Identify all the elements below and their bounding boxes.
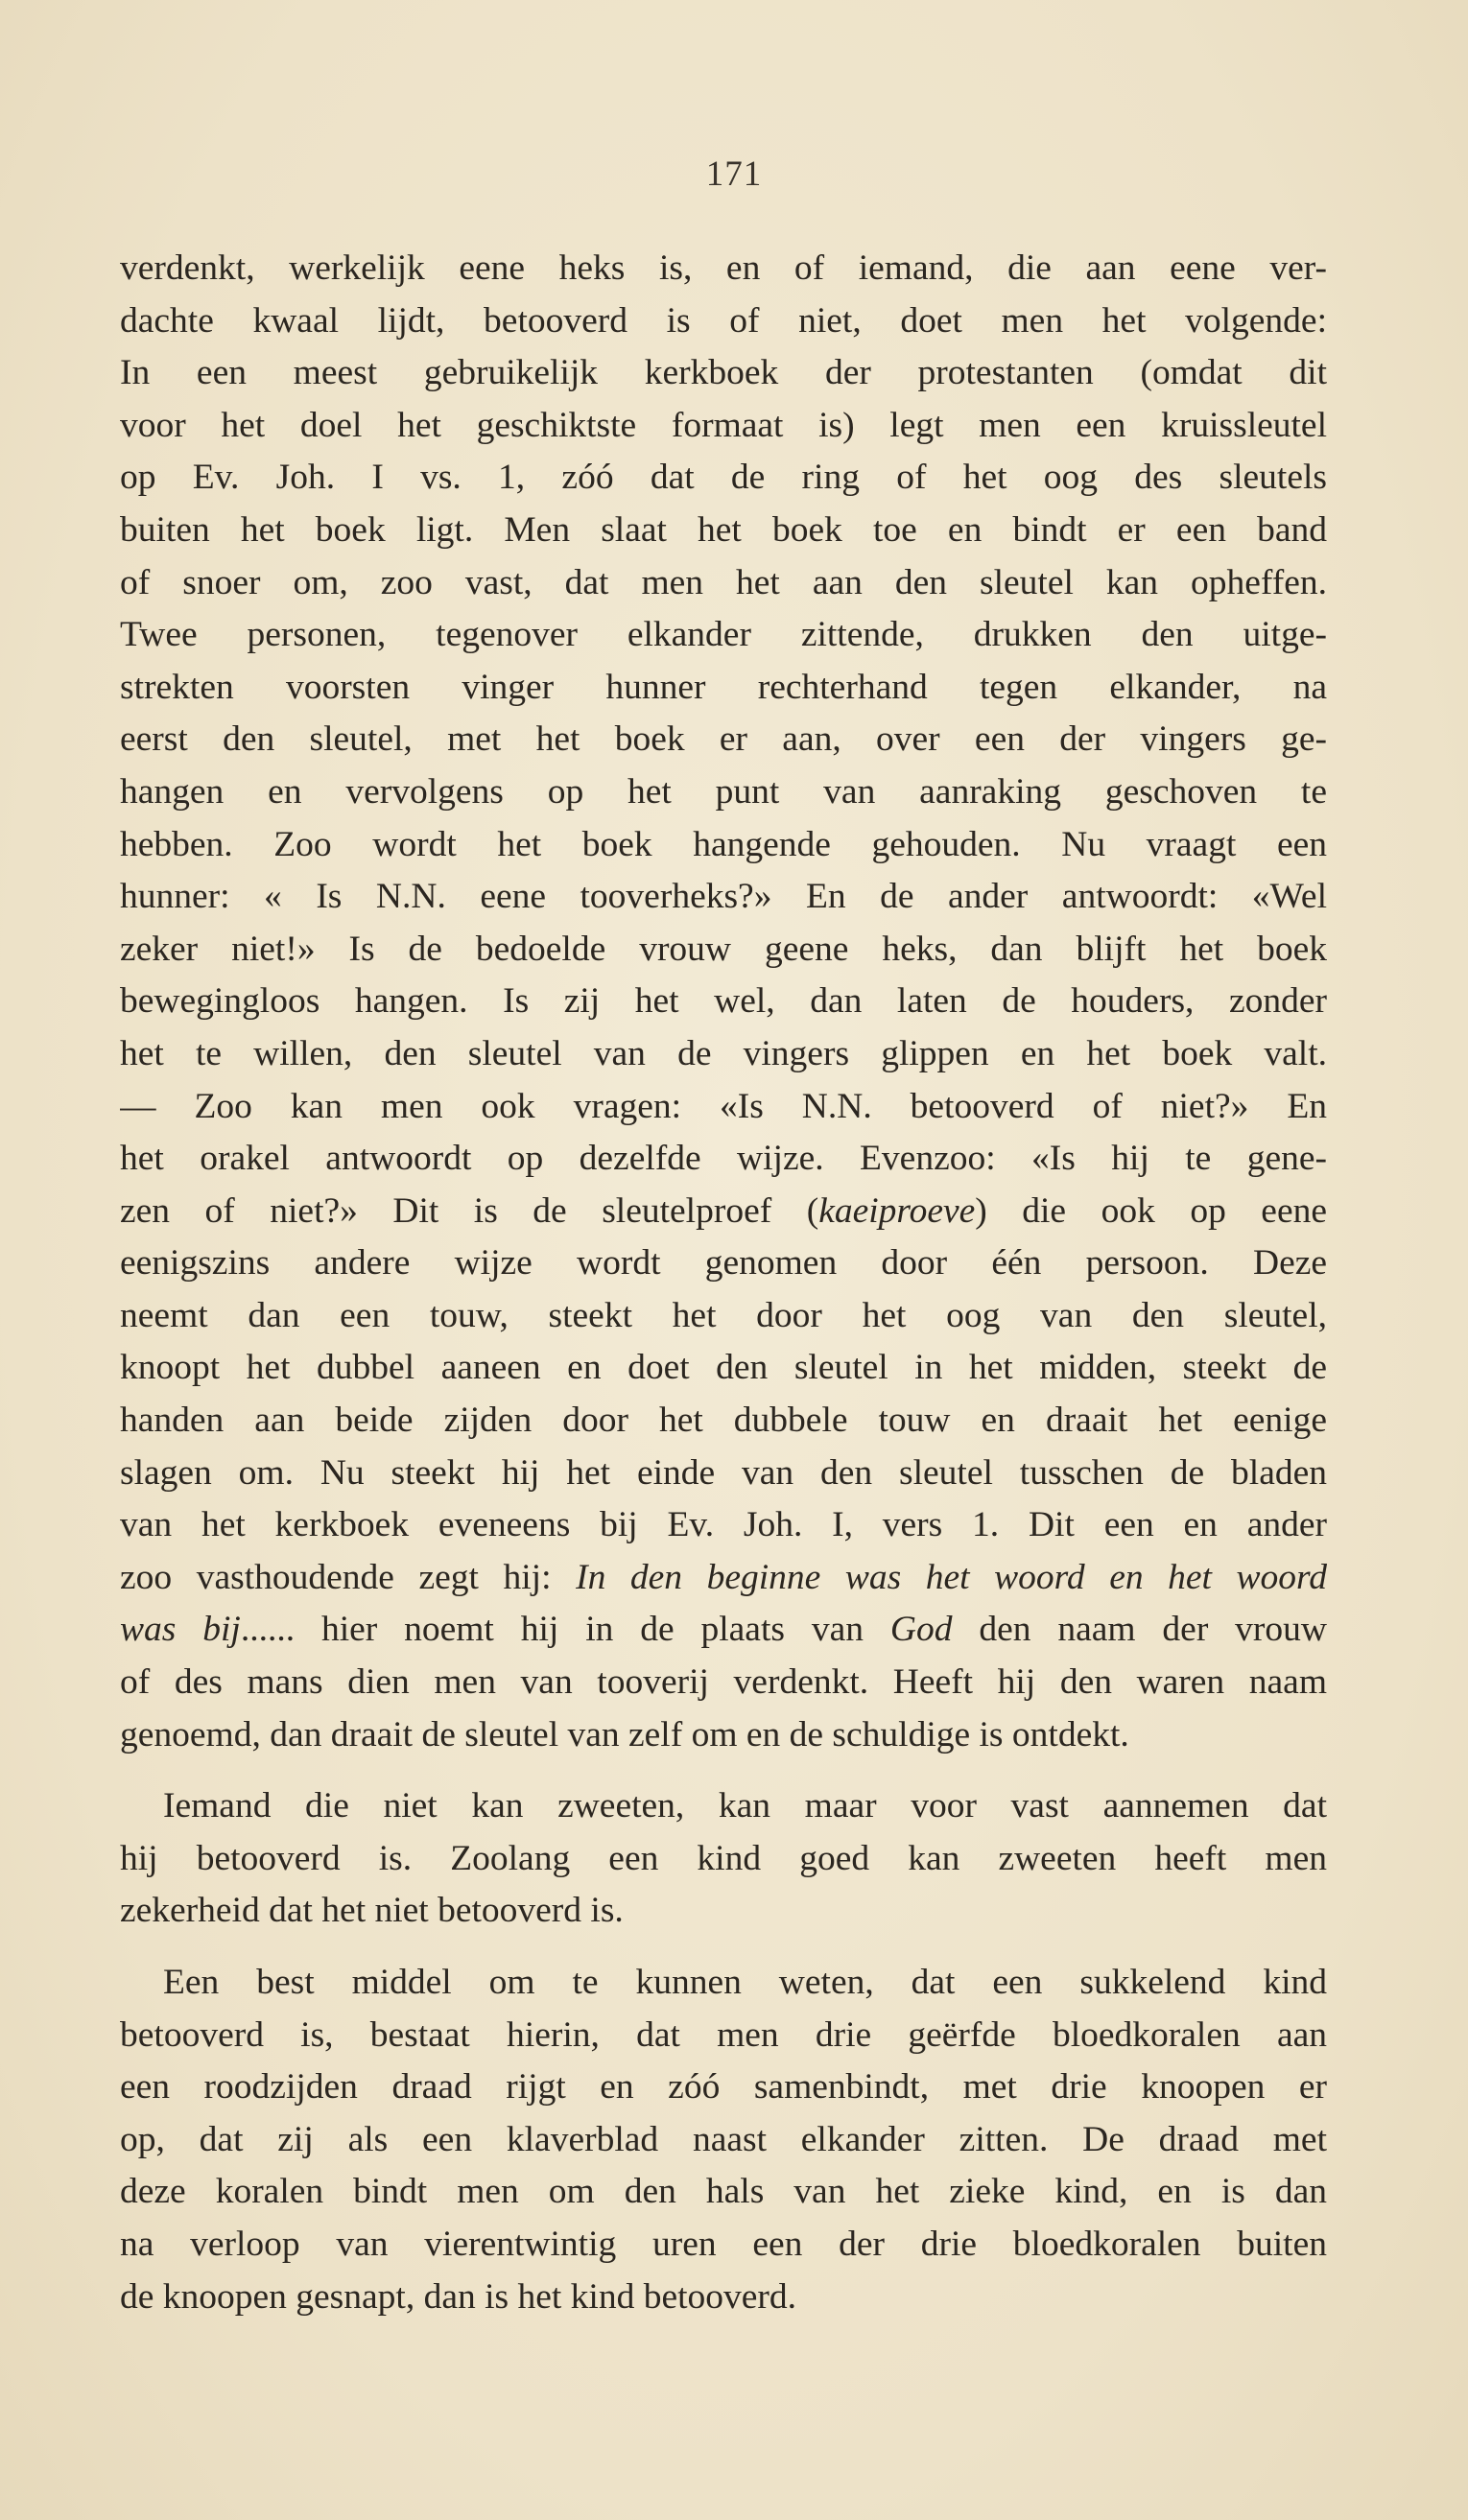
text-line: hebben. Zoo wordt het boek hangende gehouden. Nu vraagt een [120, 824, 1327, 864]
text-line: of des mans dien men van tooverij verdenkt. Heeft hij den waren naam [120, 1662, 1327, 1703]
text-line: handen aan beide zijden door het dubbele touw en draait het eenige [120, 1401, 1327, 1441]
text-line: knoopt het dubbel aaneen en doet den sleutel in het midden, steekt de [120, 1348, 1327, 1388]
text-line: slagen om. Nu steekt hij het einde van den sleutel tusschen de bladen [120, 1452, 1327, 1493]
text-line: voor het doel het geschiktste formaat is) legt men een kruissleutel [120, 405, 1327, 445]
italic-text: kaeiproeve [818, 1190, 976, 1231]
text-line: Een best middel om te kunnen weten, dat een sukkelend kind [163, 1963, 1327, 2002]
text-line: na verloop van vierentwintig uren een der drie bloedkoralen buiten [120, 2224, 1327, 2264]
text-line: deze koralen bindt men om den hals van het zieke kind, en is dan [120, 2172, 1327, 2212]
page-number: 171 [705, 154, 763, 194]
text-line [120, 1186, 1327, 1238]
paragraph [120, 1780, 1327, 1938]
text-line: hangen en vervolgens op het punt van aanraking geschoven te [120, 771, 1327, 812]
text-line: — Zoo kan men ook vragen: «Is N.N. betooverd of niet?» En [120, 1086, 1327, 1126]
italic-text: In den beginne was het woord en het woord [576, 1557, 1327, 1597]
text-line: hij betooverd is. Zoolang een kind goed kan zweeten heeft men [120, 1838, 1327, 1878]
text-line: van het kerkboek eveneens bij Ev. Joh. I, vers 1. Dit een en ander [120, 1505, 1327, 1545]
text-line: In een meest gebruikelijk kerkboek der protestanten (omdat dit [120, 353, 1327, 393]
text-line: eerst den sleutel, met het boek er aan, over een der vingers ge- [120, 719, 1327, 760]
text-line: een roodzijden draad rijgt en zóó samenbindt, met drie knoopen er [120, 2067, 1327, 2108]
text-line: Iemand die niet kan zweeten, kan maar voor vast aannemen dat [163, 1786, 1327, 1826]
text-line [120, 1604, 1327, 1657]
text-line: op, dat zij als een klaverblad naast elkander zitten. De draad met [120, 2119, 1327, 2159]
text-line: betooverd is, bestaat hierin, dat men drie geërfde bloedkoralen aan [120, 2014, 1327, 2055]
text-line: het orakel antwoordt op dezelfde wijze. Evenzoo: «Is hij te gene- [120, 1139, 1327, 1179]
text-line: zekerheid dat het niet betooverd is. [120, 1891, 624, 1931]
text-line: strekten voorsten vinger hunner rechterhand tegen elkander, na [120, 667, 1327, 707]
text-line: buiten het boek ligt. Men slaat het boek toe en bindt er een band [120, 509, 1327, 550]
text-fragment: den naam der vrouw [952, 1610, 1327, 1650]
text-line: zeker niet!» Is de bedoelde vrouw geene heks, dan blijft het boek [120, 929, 1327, 969]
text-line: genoemd, dan draait de sleutel van zelf om en de schuldige is ontdekt. [120, 1714, 1129, 1755]
text-fragment: ...... hier noemt hij in de plaats van [240, 1610, 890, 1650]
text-line: neemt dan een touw, steekt het door het oog van den sleutel, [120, 1295, 1327, 1335]
text-line: bewegingloos hangen. Is zij het wel, dan laten de houders, zonder [120, 981, 1327, 1022]
text-line: op Ev. Joh. I vs. 1, zóó dat de ring of het oog des sleutels [120, 458, 1327, 498]
text-line: of snoer om, zoo vast, dat men het aan den sleutel kan opheffen. [120, 562, 1327, 602]
text-fragment: zen of niet?» Dit is de sleutelproef ( [120, 1190, 819, 1231]
text-line [120, 1552, 1327, 1605]
text-line: de knoopen gesnapt, dan is het kind betooverd. [120, 2276, 797, 2317]
body-text [120, 243, 1327, 2323]
text-fragment: ) die ook op eene [975, 1190, 1327, 1231]
italic-text: God [889, 1610, 953, 1650]
text-line: hunner: « Is N.N. eene tooverheks?» En de ander antwoordt: «Wel [120, 877, 1327, 917]
text-line: dachte kwaal lijdt, betooverd is of niet, doet men het volgende: [120, 300, 1327, 341]
italic-text: was bij [120, 1610, 241, 1650]
text-fragment: zoo vasthoudende zegt hij: [120, 1557, 577, 1597]
paragraph [120, 1957, 1327, 2323]
text-line: Twee personen, tegenover elkander zittende, drukken den uitge- [120, 615, 1327, 655]
text-line: het te willen, den sleutel van de vingers glippen en het boek valt. [120, 1033, 1327, 1073]
text-line: eenigszins andere wijze wordt genomen door één persoon. Deze [120, 1243, 1327, 1284]
paragraph [120, 243, 1327, 1761]
text-line: verdenkt, werkelijk eene heks is, en of iemand, die aan eene ver- [120, 248, 1327, 288]
